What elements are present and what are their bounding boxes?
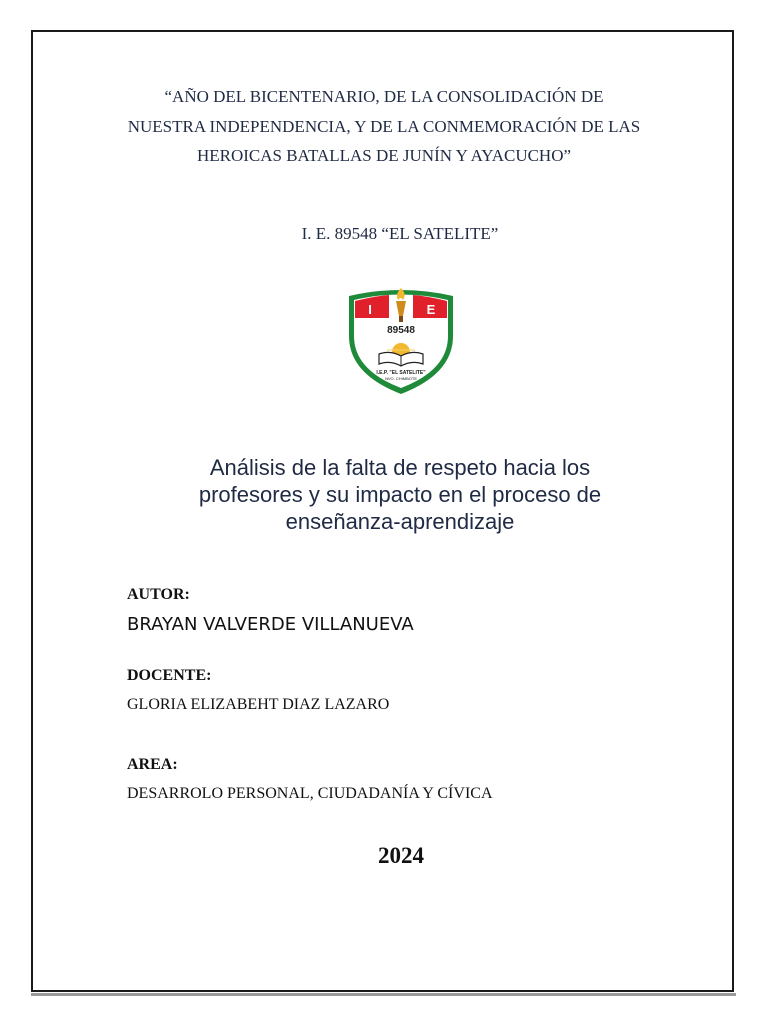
- author-name: BRAYAN VALVERDE VILLANUEVA: [127, 614, 414, 635]
- title-line-2: profesores y su impacto en el proceso de: [198, 482, 602, 507]
- crest-number: 89548: [387, 325, 415, 336]
- crest-letter-right: E: [426, 302, 436, 317]
- title-line-3: enseñanza-aprendizaje: [285, 509, 515, 534]
- document-title: [130, 454, 670, 535]
- teacher-label: DOCENTE:: [127, 667, 212, 684]
- document-year: 2024: [378, 843, 424, 868]
- crest-letter-left: I: [368, 302, 372, 317]
- title-line-1: Análisis de la falta de respeto hacia los: [209, 455, 591, 480]
- page-bottom-shadow: [31, 993, 736, 996]
- area-name: DESARROLO PERSONAL, CIUDADANÍA Y CÍVICA: [127, 785, 493, 802]
- crest-caption-top: I.E.P. "EL SATELITE": [376, 370, 426, 376]
- motto-line-3: HEROICAS BATALLAS DE JUNÍN Y AYACUCHO”: [196, 146, 572, 165]
- motto-line-1: “AÑO DEL BICENTENARIO, DE LA CONSOLIDACIÓN DE: [164, 87, 604, 106]
- year-motto: [60, 82, 708, 171]
- motto-line-2: NUESTRA INDEPENDENCIA, Y DE LA CONMEMORACIÓN DE LAS: [127, 116, 641, 136]
- school-name: I. E. 89548 “EL SATELITE”: [301, 224, 499, 243]
- author-label: AUTOR:: [127, 586, 190, 603]
- crest-caption-bottom: NVO. CHIMBOTE: [384, 376, 418, 381]
- area-label: AREA:: [127, 756, 178, 773]
- teacher-name: GLORIA ELIZABEHT DIAZ LAZARO: [127, 696, 390, 713]
- school-crest-logo: [345, 284, 457, 396]
